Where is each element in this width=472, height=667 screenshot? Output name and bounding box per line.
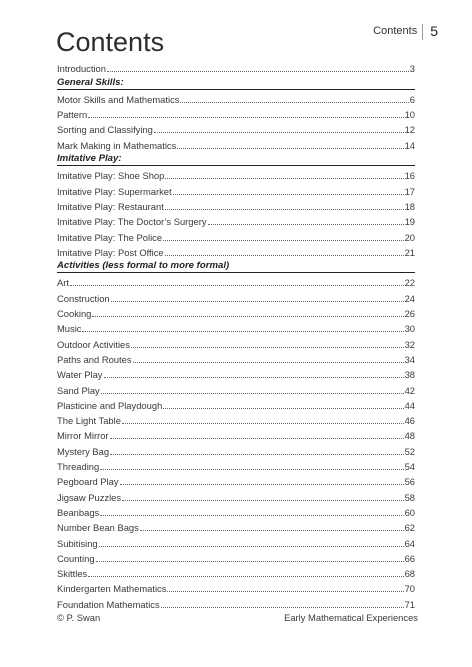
toc-entry-title: Jigsaw Puzzles xyxy=(57,491,122,503)
toc-entry xyxy=(57,411,415,426)
toc-entry-page: 42 xyxy=(404,384,415,396)
dot-leader xyxy=(165,254,404,256)
toc-entry-title: Skittles xyxy=(57,568,88,580)
toc-entry-title: Sand Play xyxy=(57,384,100,396)
toc-entry-title: Outdoor Activities xyxy=(57,338,130,350)
toc-entry-page: 14 xyxy=(404,139,415,151)
page-title: Contents xyxy=(56,27,165,57)
dot-leader xyxy=(100,514,403,516)
toc-entry-page: 54 xyxy=(404,461,415,473)
toc-entry xyxy=(57,334,415,349)
toc-entry-page: 70 xyxy=(404,583,415,595)
toc-entry-title: Counting xyxy=(57,552,95,564)
dot-leader xyxy=(110,453,403,455)
toc-entry xyxy=(57,273,415,288)
toc-entry xyxy=(57,181,415,196)
toc-entry-page: 32 xyxy=(404,338,415,350)
table-of-contents xyxy=(57,59,415,610)
toc-section-heading: General Skills: xyxy=(57,74,415,89)
dot-leader xyxy=(180,101,408,103)
toc-entry xyxy=(57,197,415,212)
toc-entry-title: Subitising xyxy=(57,537,98,549)
toc-entry-page: 48 xyxy=(404,430,415,442)
toc-entry xyxy=(57,533,415,548)
toc-entry xyxy=(57,487,415,502)
toc-entry xyxy=(57,227,415,242)
dot-leader xyxy=(107,70,409,72)
dot-leader xyxy=(165,177,403,179)
dot-leader xyxy=(163,239,403,241)
toc-entry-title: Imitative Play: The Doctor’s Surgery xyxy=(57,216,207,228)
dot-leader xyxy=(96,560,404,562)
dot-leader xyxy=(88,116,403,118)
toc-entry-page: 60 xyxy=(404,506,415,518)
toc-entry xyxy=(57,288,415,303)
toc-entry xyxy=(57,319,415,334)
toc-entry xyxy=(57,396,415,411)
toc-section-heading: Activities (less formal to more formal) xyxy=(57,258,415,273)
toc-entry-title: Mirror Mirror xyxy=(57,430,109,442)
toc-entry-title: Music xyxy=(57,323,82,335)
dot-leader xyxy=(173,193,404,195)
toc-entry xyxy=(57,90,415,105)
footer-copyright: © P. Swan xyxy=(57,612,101,623)
toc-entry-page: 12 xyxy=(404,124,415,136)
toc-entry-page: 30 xyxy=(404,323,415,335)
dot-leader xyxy=(104,376,404,378)
running-head xyxy=(373,24,438,40)
toc-entry-title: Paths and Routes xyxy=(57,353,132,365)
toc-entry-page: 17 xyxy=(404,185,415,197)
toc-entry-page: 56 xyxy=(404,476,415,488)
toc-entry xyxy=(57,579,415,594)
toc-entry-title: Introduction xyxy=(57,63,106,75)
toc-entry-title: Imitative Play: Post Office xyxy=(57,246,164,258)
toc-entry xyxy=(57,105,415,120)
toc-entry-title: Threading xyxy=(57,461,100,473)
toc-entry xyxy=(57,549,415,564)
dot-leader xyxy=(92,315,403,317)
page-footer xyxy=(57,612,418,623)
toc-entry xyxy=(57,135,415,150)
toc-entry-title: Kindergarten Mathematics xyxy=(57,583,167,595)
toc-entry-page: 18 xyxy=(404,200,415,212)
toc-entry-page: 52 xyxy=(404,445,415,457)
dot-leader xyxy=(101,392,404,394)
toc-entry-title: Mark Making in Mathematics xyxy=(57,139,177,151)
toc-entry-title: Number Bean Bags xyxy=(57,522,139,534)
toc-entry xyxy=(57,564,415,579)
dot-leader xyxy=(177,147,403,149)
toc-entry-title: Art xyxy=(57,277,69,289)
toc-entry-page: 66 xyxy=(404,552,415,564)
toc-entry xyxy=(57,441,415,456)
toc-entry-title: Motor Skills and Mathematics xyxy=(57,93,180,105)
toc-entry-title: Imitative Play: Restaurant xyxy=(57,200,164,212)
toc-entry-title: Sorting and Classifying xyxy=(57,124,153,136)
toc-entry xyxy=(57,304,415,319)
toc-entry xyxy=(57,594,415,609)
toc-entry xyxy=(57,472,415,487)
dot-leader xyxy=(154,131,404,133)
toc-entry xyxy=(57,365,415,380)
toc-entry-page: 68 xyxy=(404,568,415,580)
toc-entry-page: 10 xyxy=(404,109,415,121)
dot-leader xyxy=(131,346,404,348)
dot-leader xyxy=(120,483,404,485)
toc-entry-page: 34 xyxy=(404,353,415,365)
toc-entry-title: Water Play xyxy=(57,369,103,381)
toc-entry-title: Beanbags xyxy=(57,506,100,518)
dot-leader xyxy=(163,407,403,409)
toc-entry-page: 6 xyxy=(409,93,415,105)
toc-entry-page: 71 xyxy=(404,598,415,610)
toc-entry-title: Cooking xyxy=(57,308,92,320)
toc-section-heading: Imitative Play: xyxy=(57,151,415,166)
toc-entry-title: Construction xyxy=(57,292,110,304)
toc-entry-page: 22 xyxy=(404,277,415,289)
footer-book-title: Early Mathematical Experiences xyxy=(284,612,418,623)
toc-entry-title: Pegboard Play xyxy=(57,476,119,488)
toc-entry-page: 44 xyxy=(404,399,415,411)
dot-leader xyxy=(100,468,403,470)
toc-entry-page: 46 xyxy=(404,415,415,427)
dot-leader xyxy=(70,284,404,286)
toc-entry xyxy=(57,457,415,472)
toc-entry xyxy=(57,350,415,365)
toc-entry-page: 26 xyxy=(404,308,415,320)
toc-entry xyxy=(57,503,415,518)
toc-entry-title: Plasticine and Playdough xyxy=(57,399,163,411)
toc-entry xyxy=(57,243,415,258)
toc-entry-page: 21 xyxy=(404,246,415,258)
dot-leader xyxy=(99,545,404,547)
dot-leader xyxy=(122,422,404,424)
dot-leader xyxy=(111,300,404,302)
toc-entry xyxy=(57,212,415,227)
toc-entry-page: 24 xyxy=(404,292,415,304)
dot-leader xyxy=(165,208,404,210)
dot-leader xyxy=(167,590,403,592)
toc-entry-title: Mystery Bag xyxy=(57,445,110,457)
toc-entry-title: Imitative Play: Shoe Shop xyxy=(57,170,165,182)
dot-leader xyxy=(88,575,403,577)
toc-entry-title: Imitative Play: The Police xyxy=(57,231,163,243)
toc-entry-page: 64 xyxy=(404,537,415,549)
dot-leader xyxy=(140,529,404,531)
toc-entry-page: 58 xyxy=(404,491,415,503)
toc-entry xyxy=(57,518,415,533)
dot-leader xyxy=(161,606,404,608)
toc-entry-page: 38 xyxy=(404,369,415,381)
toc-entry-page: 19 xyxy=(404,216,415,228)
toc-entry-page: 62 xyxy=(404,522,415,534)
toc-entry xyxy=(57,59,415,74)
dot-leader xyxy=(208,223,404,225)
running-head-label: Contents xyxy=(373,24,423,40)
toc-entry xyxy=(57,166,415,181)
toc-entry xyxy=(57,426,415,441)
dot-leader xyxy=(110,437,404,439)
toc-entry-title: Foundation Mathematics xyxy=(57,598,160,610)
toc-entry-page: 16 xyxy=(404,170,415,182)
toc-entry-page: 20 xyxy=(404,231,415,243)
page-number: 5 xyxy=(430,23,438,39)
dot-leader xyxy=(133,361,404,363)
toc-entry-page: 3 xyxy=(409,63,415,75)
toc-entry-title: Imitative Play: Supermarket xyxy=(57,185,172,197)
toc-entry xyxy=(57,120,415,135)
toc-entry xyxy=(57,380,415,395)
toc-entry-title: The Light Table xyxy=(57,415,121,427)
dot-leader xyxy=(122,499,403,501)
dot-leader xyxy=(82,330,403,332)
toc-entry-title: Pattern xyxy=(57,109,88,121)
